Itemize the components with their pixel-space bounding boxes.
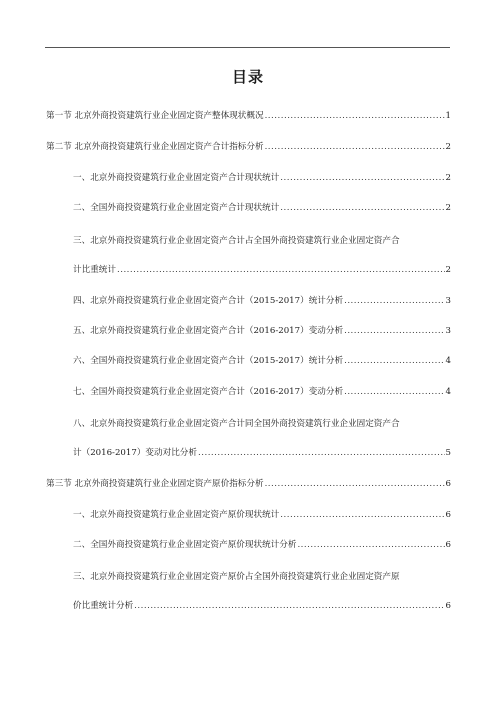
toc-page-number: 6 (445, 510, 451, 520)
toc-entry-label: 价比重统计分析 (73, 601, 134, 611)
toc-entry-section-3[interactable] (46, 479, 451, 490)
toc-entry-label: 二、全国外商投资建筑行业企业固定资产合计现状统计 (73, 203, 280, 213)
toc-leader-dots (198, 448, 445, 459)
toc-entry-label: 计比重统计 (73, 265, 116, 275)
toc-leader-dots (280, 510, 444, 521)
toc-page-number: 3 (445, 296, 451, 306)
page-title: 目录 (231, 68, 264, 86)
toc-page-number: 2 (445, 173, 451, 183)
toc-entry-2-8[interactable] (73, 448, 451, 459)
toc-leader-dots (265, 142, 445, 153)
toc-entry-2-6[interactable] (73, 356, 451, 367)
toc-entry-label: 第三节 北京外商投资建筑行业企业固定资产原价指标分析 (46, 479, 264, 489)
toc-entry-2-3-line1[interactable]: 三、北京外商投资建筑行业企业固定资产合计占全国外商投资建筑行业企业固定资产合 (73, 236, 400, 246)
toc-leader-dots (117, 265, 445, 276)
toc-leader-dots (344, 296, 444, 307)
toc-page-number: 5 (445, 448, 451, 458)
toc-entry-label: 五、北京外商投资建筑行业企业固定资产合计（2016-2017）变动分析 (73, 326, 344, 336)
toc-entry-label: 六、全国外商投资建筑行业企业固定资产合计（2015-2017）统计分析 (73, 356, 344, 366)
toc-leader-dots (134, 601, 444, 612)
toc-entry-2-8-line1[interactable]: 八、北京外商投资建筑行业企业固定资产合计同全国外商投资建筑行业企业固定资产合 (73, 419, 400, 429)
toc-page-number: 2 (445, 142, 451, 152)
toc-page-number: 1 (445, 111, 451, 121)
toc-leader-dots (344, 356, 444, 367)
toc-entry-label: 一、北京外商投资建筑行业企业固定资产原价现状统计 (73, 510, 280, 520)
toc-entry-2-3[interactable] (73, 265, 451, 276)
toc-page-number: 2 (445, 265, 451, 275)
toc-page-number: 2 (445, 203, 451, 213)
toc-entry-section-2[interactable] (46, 142, 451, 153)
toc-entry-label: 四、北京外商投资建筑行业企业固定资产合计（2015-2017）统计分析 (73, 296, 344, 306)
toc-page-number: 6 (445, 540, 451, 550)
toc-page-number: 3 (445, 326, 451, 336)
toc-entry-section-1[interactable] (46, 111, 451, 122)
toc-leader-dots (344, 326, 444, 337)
toc-entry-3-1[interactable] (73, 510, 451, 521)
toc-entry-3-2[interactable] (73, 540, 451, 551)
toc-entry-label: 计（2016-2017）变动对比分析 (73, 448, 197, 458)
toc-entry-2-4[interactable] (73, 296, 451, 307)
toc-leader-dots (280, 173, 444, 184)
toc-entry-3-3-line1[interactable]: 三、北京外商投资建筑行业企业固定资产原价占全国外商投资建筑行业企业固定资产原 (73, 572, 400, 582)
toc-entry-2-5[interactable] (73, 326, 451, 337)
toc-leader-dots (265, 479, 445, 490)
toc-leader-dots (297, 540, 444, 551)
toc-entry-label: 七、全国外商投资建筑行业企业固定资产合计（2016-2017）变动分析 (73, 387, 344, 397)
toc-page-number: 4 (445, 356, 451, 366)
toc-entry-3-3[interactable] (73, 601, 451, 612)
toc-entry-label: 一、北京外商投资建筑行业企业固定资产合计现状统计 (73, 173, 280, 183)
toc-leader-dots (280, 203, 444, 214)
toc-page-number: 6 (445, 479, 451, 489)
toc-entry-2-2[interactable] (73, 203, 451, 214)
toc-page-number: 6 (445, 601, 451, 611)
toc-page-number: 4 (445, 387, 451, 397)
toc-entry-label: 第二节 北京外商投资建筑行业企业固定资产合计指标分析 (46, 142, 264, 152)
toc-entry-label: 第一节 北京外商投资建筑行业企业固定资产整体现状概况 (46, 111, 264, 121)
toc-leader-dots (344, 387, 444, 398)
toc-entry-label: 二、全国外商投资建筑行业企业固定资产原价现状统计分析 (73, 540, 297, 550)
toc-entry-2-7[interactable] (73, 387, 451, 398)
toc-entry-2-1[interactable] (73, 173, 451, 184)
toc-leader-dots (265, 111, 445, 122)
